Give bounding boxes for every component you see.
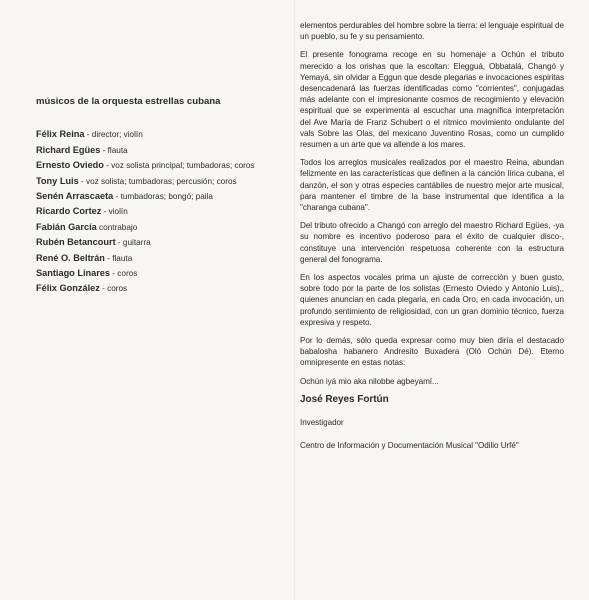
- musician-role: - flauta: [104, 253, 133, 263]
- musician-row: [36, 158, 276, 173]
- liner-notes: [300, 20, 564, 452]
- paragraph-5: Por lo demás, sólo queda expresar como muy bien diría el destacado babalosha habanero Andresito Buxadera (Olö Ochún Dé). Eterno omnipresente en estas notas:: [300, 336, 564, 368]
- musician-role: - voz solista; tumbadoras; percusión; coros: [78, 176, 237, 186]
- author-name: José Reyes Fortún: [300, 393, 389, 405]
- paragraph-2: Todos los arreglos musicales realizados por el maestro Reina, abundan felizmente en las características que definen a la canción lírica cubana, el danzón, el son y otras especies cantábiles de nuestro mejor arte musical, para mantener el timbre de la base instrumental que identifica a la "charanga cubana".: [300, 158, 564, 213]
- paragraph-1: El presente fonograma recoge en su homenaje a Ochún el tributo merecido a los orishas que la escoltan: Elegguá, Obbatalá, Changó y Yemayá, sin olvidar a Eggun que desde plegarias e invocaciones espiritas desencadenará las fuerzas identificadas como "corrientes", conjugadas más adelante con el impresionante cosmos de recogimiento y elevación espiritual que se experimenta al escuchar una magnífica interpretación del Ave María de Franz Schubert o el rítmico movimiento ondulante del vals Sobre las Olas, del mexicano Juventino Rosas, como un cumplido resumen a un arte que va allende a los mares.: [300, 50, 564, 150]
- musician-role: - director; violín: [84, 130, 143, 140]
- institution-name: Centro de Información y Documentación Musical "Odilio Urfé": [300, 441, 519, 451]
- musician-row: [36, 189, 276, 204]
- musician-name: Richard Egües: [36, 144, 101, 155]
- author-role: Investigador: [300, 418, 344, 428]
- musician-name: Ricardo Cortez: [36, 206, 102, 217]
- musician-role: - violín: [101, 207, 128, 217]
- musician-row: [36, 251, 276, 266]
- paragraph-3: Del tributo ofrecido a Changó con arreglo del maestro Richard Egües, -ya su nombre es incentivo poderoso para el éxito de cualquier disco-, constituye una intervención respetuosa coherente con la estructura general del fonograma.: [300, 221, 564, 264]
- musician-role: - tumbadoras; bongó; paila: [113, 192, 213, 202]
- musician-row: [36, 204, 276, 219]
- paragraph-0: elementos perdurables del hombre sobre la tierra: el lenguaje espiritual de un pueblo, su fe y su pensamiento.: [300, 21, 564, 42]
- musician-role: - coros: [99, 284, 128, 294]
- musician-name: Tony Luis: [36, 175, 79, 186]
- musician-row: [36, 266, 276, 281]
- musician-row: [36, 143, 276, 158]
- musician-role: - voz solista principal; tumbadoras; coros: [103, 161, 255, 171]
- musician-list: [36, 127, 276, 296]
- musician-name: Santiago Linares: [36, 268, 111, 279]
- musician-name: Rubén Betancourt: [36, 237, 116, 248]
- musician-row: [36, 235, 276, 250]
- musicians-panel: [36, 86, 276, 297]
- yoruba-quote: Ochún iyá mio aka nilobbe agbeyamí...: [300, 376, 439, 386]
- musician-role: - coros: [110, 269, 138, 279]
- musician-row: [36, 127, 276, 142]
- orchestra-heading: músicos de la orquesta estrellas cubana: [36, 96, 221, 107]
- musician-row: [36, 281, 276, 296]
- musician-name: Félix González: [36, 283, 100, 294]
- paragraph-4: En los aspectos vocales prima un ajuste de corrección y buen gusto, sobre todo por la parte de los solistas (Ernesto Oviedo y Antonio Luis),, quienes anuncian en cada plegaria, en cada Oro, en cada invocación, un profundo sentimiento de religiosidad, con un gran dominio técnico, fuerza expresiva y respeto.: [300, 273, 564, 327]
- musician-name: Félix Reina: [36, 129, 85, 140]
- musician-row: [36, 174, 276, 189]
- musician-name: René O. Beltrán: [36, 252, 105, 263]
- page-fold: [294, 0, 296, 600]
- musician-role: - guitarra: [115, 238, 151, 248]
- musician-row: [36, 220, 276, 235]
- musician-name: Senén Arrascaeta: [36, 191, 114, 202]
- musician-role: - flauta: [100, 145, 128, 155]
- musician-name: Ernesto Oviedo: [36, 160, 104, 171]
- musician-role: contrabajo: [96, 222, 138, 232]
- musician-name: Fabián García: [36, 221, 97, 232]
